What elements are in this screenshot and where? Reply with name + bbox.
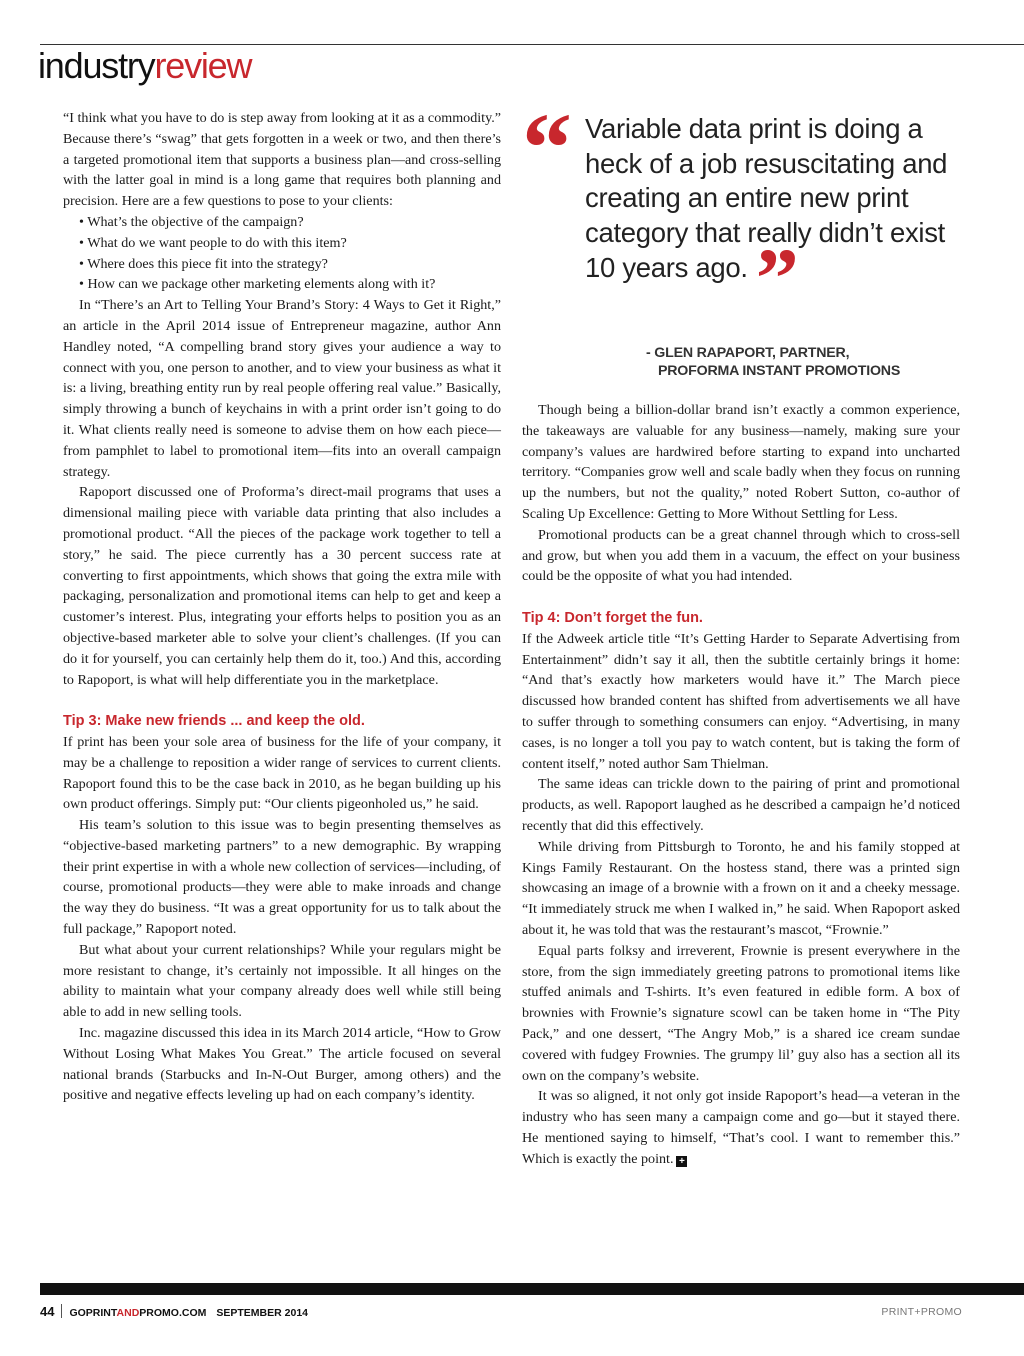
tip-3-heading: Tip 3: Make new friends ... and keep the old. — [63, 713, 365, 730]
attribution-name: - GLEN RAPAPORT, PARTNER, — [646, 345, 850, 361]
left-column — [63, 108, 501, 1106]
pull-quote-text-block — [585, 112, 965, 326]
attribution-company: PROFORMA INSTANT PROMOTIONS — [658, 363, 901, 379]
pull-quote-attribution — [646, 344, 926, 380]
paragraph: “I think what you have to do is step away from looking at it as a commodity.” Because there’s “swag” that gets forgotten in a week or two, and then there’s a targeted promotional item that supports a business plan—and cross-selling with the latter goal in mind is a long game that requires both planning and precision. Here are a few questions to pose to your clients: — [63, 110, 501, 210]
site-name-part2: AND — [116, 1307, 140, 1319]
footer-bar — [40, 1283, 1024, 1295]
paragraph: Though being a billion-dollar brand isn’t exactly a common experience, the takeaways are valuable for any business—namely, making sure your company’s values are hardwired before starting to expand into uncharted territory. “Companies grow well and scale badly when they focus on running up the numbers, but not the quality,” noted Robert Sutton, co-author of Scaling Up Excellence: Getting to More Without Settling for Less. — [522, 402, 960, 522]
paragraph: Rapoport discussed one of Proforma’s direct-mail programs that uses a dimensional mailing piece with variable data printing that also includes a promotional product. “All the pieces of the package work together to tell a story,” he said. The piece currently has a 30 percent success rate at converting to first appointments, which shows that going the extra mile with packaging, personalization and promotional items can help to get and keep a customer’s interest. Plus, integrating your efforts helps to position you as an objective-based marketer able to solve your client’s challenges. (If you can do it for yourself, you can certainly help them do it, too.) And this, according to Rapoport, is what will help differentiate you in the marketplace. — [63, 484, 501, 688]
end-of-article-icon: + — [676, 1156, 687, 1167]
question-list — [63, 212, 501, 295]
closing-text: It was so aligned, it not only got inside Rapoport’s head—a veteran in the industry who has seen many a campaign come and go—but it stayed there. He mentioned saying to himself, “That’s cool. I want to remember this.” Which is exactly the point. — [522, 1088, 960, 1167]
paragraph: His team’s solution to this issue was to begin presenting themselves as “objective-based marketing partners” to a new demographic. By wrapping their print expertise in with a whole new collection of services—including, of course, promotional products—they were able to make inroads and change the way they do business. “It was a great opportunity for us to talk about the full package,” Rapoport noted. — [63, 817, 501, 938]
list-item: • Where does this piece fit into the strategy? — [63, 254, 501, 275]
paragraph — [522, 1086, 960, 1169]
list-item: • What’s the objective of the campaign? — [63, 212, 501, 233]
paragraph: If the Adweek article title “It’s Getting Harder to Separate Advertising from Entertainment” didn’t say it all, then the subtitle certainly brings it home: “And that’s exactly how marketers would have it.” The March piece discussed how branded content has shifted from advertisements we all have to suffer through to something consumers can enjoy. “Advertising, in many cases, is no longer a toll you pay to watch content, but is taking the form of content itself,” noted author Sam Thielman. — [522, 630, 960, 772]
site-name-part3: PROMO.COM — [139, 1307, 207, 1319]
paragraph: The same ideas can trickle down to the pairing of print and promotional products, as well. Rapoport laughed as he described a campaign he’d noticed recently that did this effectively. — [522, 776, 960, 834]
list-item: • How can we package other marketing elements along with it? — [63, 274, 501, 295]
open-quote-mark: “ — [522, 92, 572, 203]
list-item: • What do we want people to do with this item? — [63, 233, 501, 254]
paragraph: Equal parts folksy and irreverent, Frownie is present everywhere in the store, from the sign immediately greeting patrons to promotional items like stuffed animals and T-shirts. It’s even featured in edible form. A box of brownies with Frownie’s signature scowl can be taken home in “The Pity Pack,” and one dessert, “The Angry Mob,” is a shared ice cream sundae covered with fudgey Frownies. The grumpy lil’ guy also has a section all its own on the company’s website. — [522, 942, 960, 1084]
pull-quote — [522, 92, 962, 392]
publication-name: PRINT+PROMO — [881, 1306, 962, 1318]
site-name-part1: GOPRINT — [69, 1307, 117, 1319]
section-masthead — [38, 44, 251, 88]
page-footer — [40, 1302, 970, 1322]
paragraph: In “There’s an Art to Telling Your Brand’s Story: 4 Ways to Get it Right,” an article in the April 2014 issue of Entrepreneur magazine, author Ann Handley noted, “A compelling brand story gives your audience a way to connect with you, one person to another, and to view your business as what it is: a living, breathing entity run by real people offering real value.” Basically, simply throwing a bunch of keychains in with a print order isn’t going to do it. What clients really need is someone to advise them on how each piece—from pamphlet to label to promotional item—fits into an overall campaign strategy. — [63, 297, 501, 480]
page-number: 44 — [40, 1304, 55, 1319]
paragraph: If print has been your sole area of business for the life of your company, it may be a challenge to reposition a wider range of services to current clients. Rapoport found this to be the case back in 2010, as he began building up his own product offerings. Simply put: “Our clients pigeonholed us,” he said. — [63, 733, 501, 813]
close-quote-mark: ” — [755, 229, 799, 326]
issue-date: SEPTEMBER 2014 — [216, 1307, 308, 1319]
paragraph: Promotional products can be a great channel through which to cross-sell and grow, but when you add them in a vacuum, the effect on your business could be the opposite of what you had intended. — [522, 526, 960, 585]
footer-divider — [61, 1304, 62, 1318]
pull-quote-text: Variable data print is doing a heck of a job resuscitating and creating an entire new print category that really didn’t exist 10 years ago. — [585, 113, 948, 283]
paragraph: Inc. magazine discussed this idea in its March 2014 article, “How to Grow Without Losing What Makes You Great.” The article focused on several national brands (Starbucks and In-N-Out Burger, among others) and the positive and negative effects leveling up had on each company’s identity. — [63, 1025, 501, 1104]
right-column — [522, 400, 960, 1169]
masthead-industry: industry — [38, 45, 155, 86]
paragraph: But what about your current relationships? While your regulars might be more resistant to change, it’s certainly not impossible. It all hinges on the ability to maintain what your company already does well while still being able to add in new selling tools. — [63, 941, 501, 1021]
paragraph: While driving from Pittsburgh to Toronto, he and his family stopped at Kings Family Restaurant. On the hostess stand, there was a printed sign showcasing an image of a brownie with a frown on it and a cheeky message. “It immediately struck me when I walked in,” he said. When Rapoport asked about it, he was told that was the restaurant’s mascot, “Frownie.” — [522, 838, 960, 938]
tip-4-heading: Tip 4: Don’t forget the fun. — [522, 609, 703, 626]
masthead-review: review — [154, 45, 252, 86]
